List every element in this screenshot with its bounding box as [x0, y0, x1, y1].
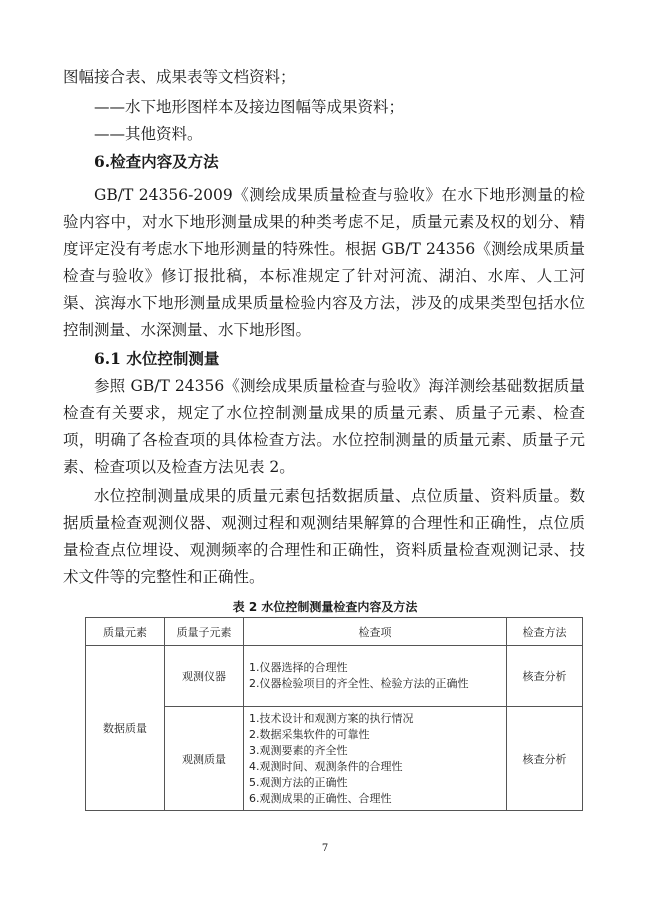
inspection-table — [85, 617, 583, 811]
items-cell — [244, 646, 507, 707]
table-row — [86, 646, 583, 707]
check-item: 4.观测时间、观测条件的合理性 — [249, 759, 403, 773]
body-paragraph: 水位控制测量成果的质量元素包括数据质量、点位质量、资料质量。数据质量检查观测仪器、观测过程和观测结果解算的合理性和正确性，点位质量检查点位埋设、观测频率的合理性和正确性，资料质量检查观测记录、技术文件等的完整性和正确性。 — [63, 487, 585, 586]
header-method: 检查方法 — [507, 618, 583, 646]
header-element: 质量元素 — [86, 618, 165, 646]
check-item: 5.观测方法的正确性 — [249, 775, 348, 789]
header-items: 检查项 — [244, 618, 507, 646]
page-number: 7 — [321, 843, 329, 854]
subelement-cell: 观测仪器 — [165, 646, 244, 707]
check-item: 6.观测成果的正确性、合理性 — [249, 791, 392, 805]
body-paragraph: GB/T 24356-2009《测绘成果质量检查与验收》在水下地形测量的检验内容中，对水下地形测量成果的种类考虑不足，质量元素及权的划分、精度评定没有考虑水下地形测量的特殊性。根据 GB/T 24356《测绘成果质量检查与验收》修订报批稿，本标准规定了针对河流、湖泊、水库、人工河渠、滨海水下地形测量成果质量检验内容及方法，涉及的成果类型包括水位控制测量、水深测量、水下地形图。 — [63, 186, 585, 339]
subelement-cell: 观测质量 — [165, 707, 244, 811]
element-cell: 数据质量 — [86, 646, 165, 811]
check-item: 2.仪器检验项目的齐全性、检验方法的正确性 — [249, 677, 469, 690]
items-cell — [244, 707, 507, 811]
subsection-heading: 6.1 水位控制测量 — [94, 349, 220, 368]
method-cell: 核查分析 — [507, 707, 583, 811]
table-caption: 表 2 水位控制测量检查内容及方法 — [232, 600, 418, 614]
check-item: 2.数据采集软件的可靠性 — [249, 727, 370, 741]
section-heading: 6.检查内容及方法 — [94, 152, 219, 171]
list-item: ——其他资料。 — [94, 125, 203, 143]
list-item: ——水下地形图样本及接边图幅等成果资料； — [94, 98, 405, 116]
body-text-line: 图幅接合表、成果表等文档资料； — [63, 68, 296, 86]
table-header-row — [86, 618, 583, 646]
body-paragraph: 参照 GB/T 24356《测绘成果质量检查与验收》海洋测绘基础数据质量检查有关要求，规定了水位控制测量成果的质量元素、质量子元素、检查项，明确了各检查项的具体检查方法。水位控制测量的质量元素、质量子元素、检查项以及检查方法见表 2。 — [63, 377, 585, 476]
check-item: 3.观测要素的齐全性 — [249, 743, 348, 757]
check-item: 1.仪器选择的合理性 — [249, 661, 348, 674]
check-item: 1.技术设计和观测方案的执行情况 — [249, 711, 414, 725]
method-cell: 核查分析 — [507, 646, 583, 707]
header-subelement: 质量子元素 — [165, 618, 244, 646]
